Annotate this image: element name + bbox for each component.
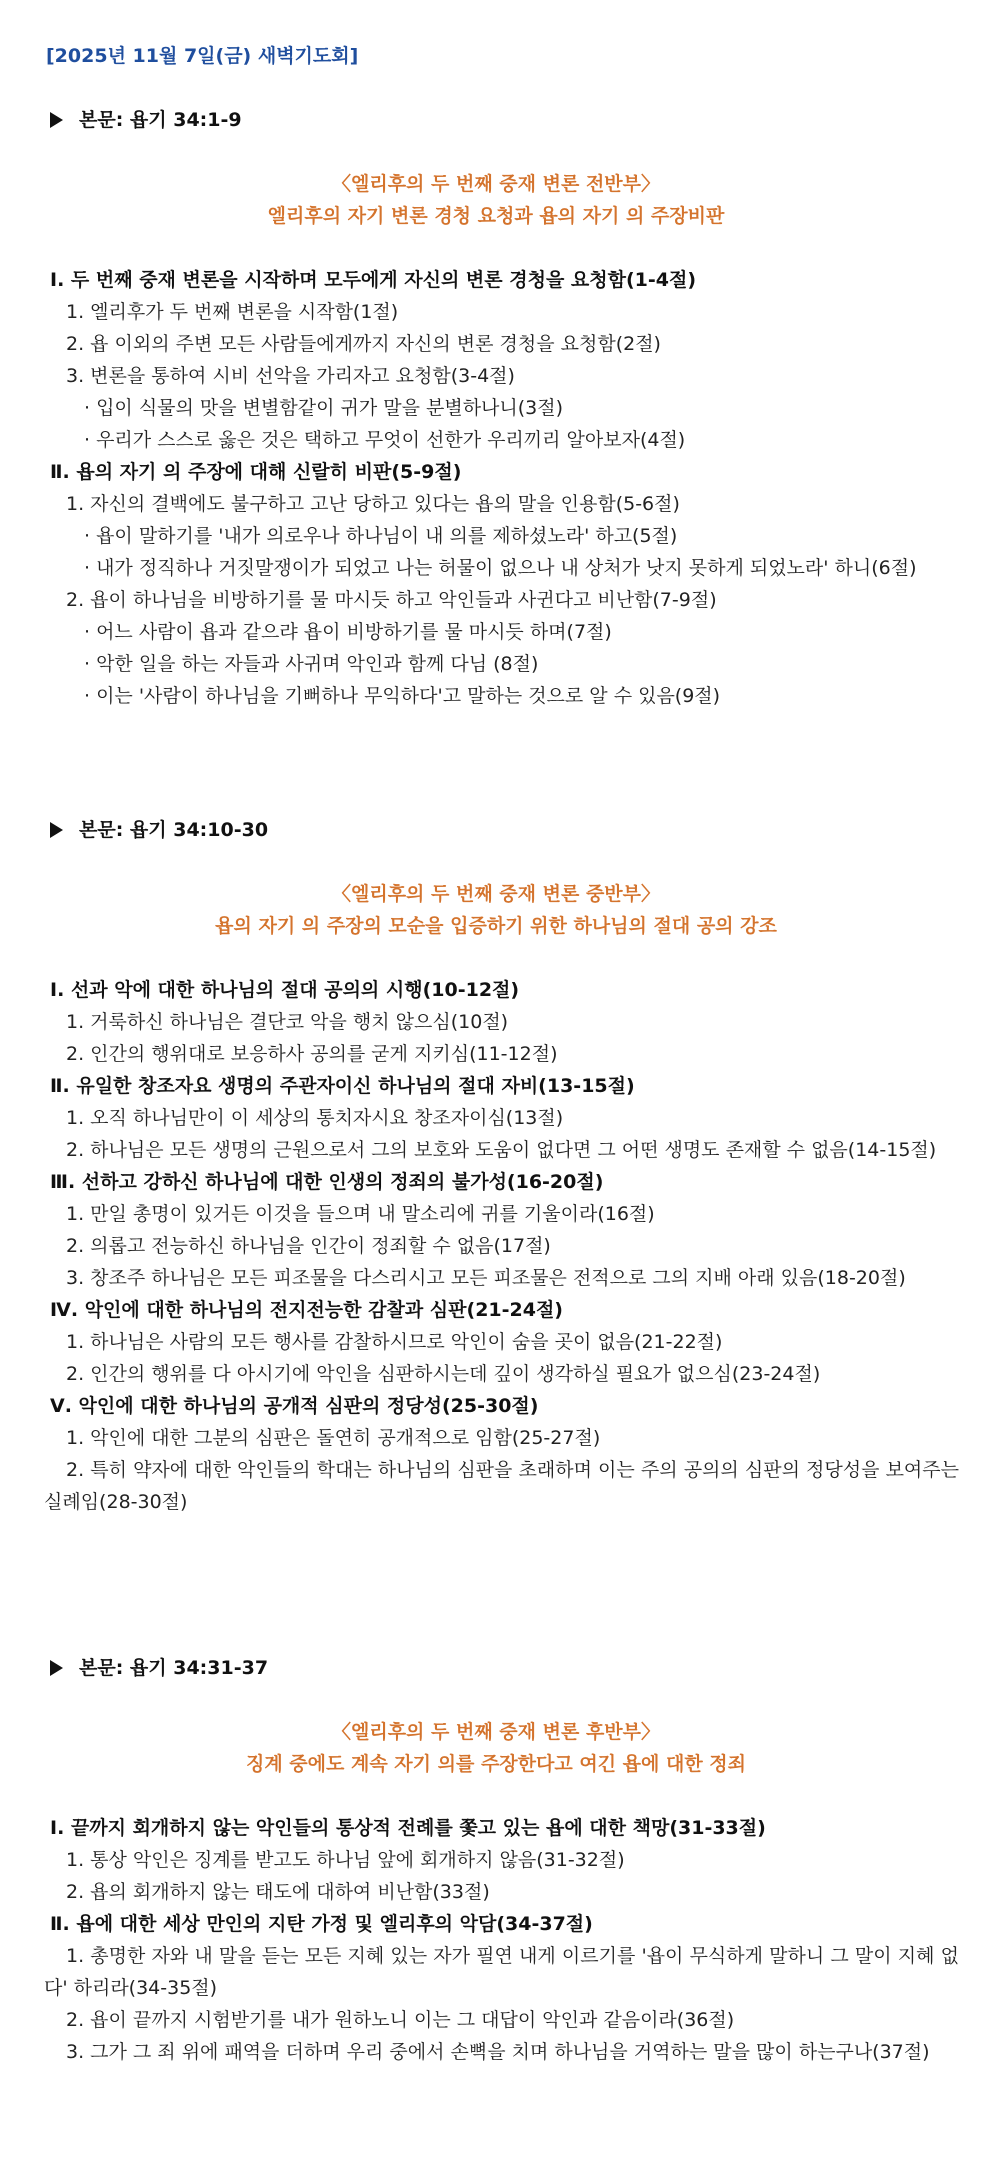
- section-subheading: 엘리후의 자기 변론 경청 요청과 욥의 자기 의 주장비판: [267, 205, 725, 227]
- outline-heading: Ⅳ. 악인에 대한 하나님의 전지전능한 감찰과 심판(21-24절): [50, 1299, 563, 1321]
- section-heading: 〈엘리후의 두 번째 중재 변론 전반부〉: [331, 173, 661, 195]
- outline-heading: Ⅰ. 두 번째 중재 변론을 시작하며 모두에게 자신의 변론 경청을 요청함(1-4절): [50, 269, 697, 291]
- outline-item: 2. 욥의 회개하지 않는 태도에 대하여 비난함(33절): [66, 1881, 490, 1903]
- outline-subitem: · 우리가 스스로 옳은 것은 택하고 무엇이 선한가 우리끼리 알아보자(4절): [84, 429, 686, 451]
- triangle-bullet-icon: [50, 1660, 63, 1676]
- outline-item: 1. 통상 악인은 징계를 받고도 하나님 앞에 회개하지 않음(31-32절): [66, 1849, 625, 1871]
- outline-item: 1. 악인에 대한 그분의 심판은 돌연히 공개적으로 임함(25-27절): [66, 1427, 601, 1449]
- outline-heading: Ⅴ. 악인에 대한 하나님의 공개적 심판의 정당성(25-30절): [50, 1395, 539, 1417]
- outline-item: 1. 거룩하신 하나님은 결단코 악을 행치 않으심(10절): [66, 1011, 509, 1033]
- outline-heading: Ⅱ. 욥의 자기 의 주장에 대해 신랄히 비판(5-9절): [50, 461, 462, 483]
- outline: [44, 264, 959, 712]
- outline-item: 1. 하나님은 사람의 모든 행사를 감찰하시므로 악인이 숨을 곳이 없음(21-22절): [66, 1331, 723, 1353]
- outline-item: 1. 만일 총명이 있거든 이것을 들으며 내 말소리에 귀를 기울이라(16절): [66, 1203, 655, 1225]
- triangle-bullet-icon: [50, 822, 63, 838]
- outline-subitem: · 어느 사람이 욥과 같으랴 욥이 비방하기를 물 마시듯 하며(7절): [84, 621, 612, 643]
- triangle-bullet-icon: [50, 112, 63, 128]
- outline-subitem: · 욥이 말하기를 '내가 의로우나 하나님이 내 의를 제하셨노라' 하고(5절): [84, 525, 678, 547]
- outline-item: 2. 의롭고 전능하신 하나님을 인간이 정죄할 수 없음(17절): [66, 1235, 551, 1257]
- outline-heading: Ⅲ. 선하고 강하신 하나님에 대한 인생의 정죄의 불가성(16-20절): [50, 1171, 604, 1193]
- outline-subitem: · 내가 정직하나 거짓말쟁이가 되었고 나는 허물이 없으나 내 상처가 낫지 못하게 되었노라' 하니(6절): [84, 557, 917, 579]
- outline: [44, 1812, 959, 2068]
- outline-item: 2. 인간의 행위를 다 아시기에 악인을 심판하시는데 깊이 생각하실 필요가 없으심(23-24절): [66, 1363, 821, 1385]
- outline-item: 3. 변론을 통하여 시비 선악을 가리자고 요청함(3-4절): [66, 365, 515, 387]
- outline-item: 3. 그가 그 죄 위에 패역을 더하며 우리 중에서 손뼉을 치며 하나님을 거역하는 말을 많이 하는구나(37절): [66, 2041, 930, 2063]
- date-title: [2025년 11월 7일(금) 새벽기도회]: [46, 45, 359, 67]
- section-subheading: 욥의 자기 의 주장의 모순을 입증하기 위한 하나님의 절대 공의 강조: [215, 915, 777, 937]
- outline-item: 2. 욥 이외의 주변 모든 사람들에게까지 자신의 변론 경청을 요청함(2절): [66, 333, 661, 355]
- outline-heading: Ⅰ. 끝까지 회개하지 않는 악인들의 통상적 전례를 쫓고 있는 욥에 대한 책망(31-33절): [50, 1817, 766, 1839]
- outline-item: 3. 창조주 하나님은 모든 피조물을 다스리시고 모든 피조물은 전적으로 그의 지배 아래 있음(18-20절): [66, 1267, 906, 1289]
- outline-item: 2. 욥이 하나님을 비방하기를 물 마시듯 하고 악인들과 사귄다고 비난함(7-9절): [66, 589, 717, 611]
- scripture-reference: 본문: 욥기 34:10-30: [50, 814, 268, 846]
- outline-subitem: · 악한 일을 하는 자들과 사귀며 악인과 함께 다님 (8절): [84, 653, 539, 675]
- outline-item: 1. 오직 하나님만이 이 세상의 통치자시요 창조자이심(13절): [66, 1107, 564, 1129]
- outline-item: 2. 인간의 행위대로 보응하사 공의를 굳게 지키심(11-12절): [66, 1043, 558, 1065]
- outline-subitem: · 이는 '사람이 하나님을 기뻐하나 무익하다'고 말하는 것으로 알 수 있음(9절): [84, 685, 721, 707]
- section-subheading: 징계 중에도 계속 자기 의를 주장한다고 여긴 욥에 대한 정죄: [245, 1753, 747, 1775]
- outline-item: 2. 하나님은 모든 생명의 근원으로서 그의 보호와 도움이 없다면 그 어떤 생명도 존재할 수 없음(14-15절): [66, 1139, 937, 1161]
- outline-heading: Ⅱ. 유일한 창조자요 생명의 주관자이신 하나님의 절대 자비(13-15절): [50, 1075, 635, 1097]
- outline-item: 1. 총명한 자와 내 말을 듣는 모든 지혜 있는 자가 필연 내게 이르기를 '욥이 무식하게 말하니 그 말이 지혜 없다' 하리라(34-35절): [44, 1945, 959, 1999]
- section-heading: 〈엘리후의 두 번째 중재 변론 중반부〉: [331, 883, 661, 905]
- outline-item: 2. 욥이 끝까지 시험받기를 내가 원하노니 이는 그 대답이 악인과 같음이라(36절): [66, 2009, 735, 2031]
- section-heading: 〈엘리후의 두 번째 중재 변론 후반부〉: [331, 1721, 661, 1743]
- outline-item: 2. 특히 약자에 대한 악인들의 학대는 하나님의 심판을 초래하며 이는 주의 공의의 심판의 정당성을 보여주는 실례임(28-30절): [44, 1459, 959, 1513]
- scripture-reference: 본문: 욥기 34:31-37: [50, 1652, 268, 1684]
- scripture-reference: 본문: 욥기 34:1-9: [50, 104, 242, 136]
- outline-item: 1. 자신의 결백에도 불구하고 고난 당하고 있다는 욥의 말을 인용함(5-6절): [66, 493, 680, 515]
- outline-item: 1. 엘리후가 두 번째 변론을 시작함(1절): [66, 301, 399, 323]
- outline-heading: Ⅰ. 선과 악에 대한 하나님의 절대 공의의 시행(10-12절): [50, 979, 520, 1001]
- outline-heading: Ⅱ. 욥에 대한 세상 만인의 지탄 가정 및 엘리후의 악담(34-37절): [50, 1913, 593, 1935]
- outline-subitem: · 입이 식물의 맛을 변별함같이 귀가 말을 분별하나니(3절): [84, 397, 564, 419]
- outline: [44, 974, 959, 1518]
